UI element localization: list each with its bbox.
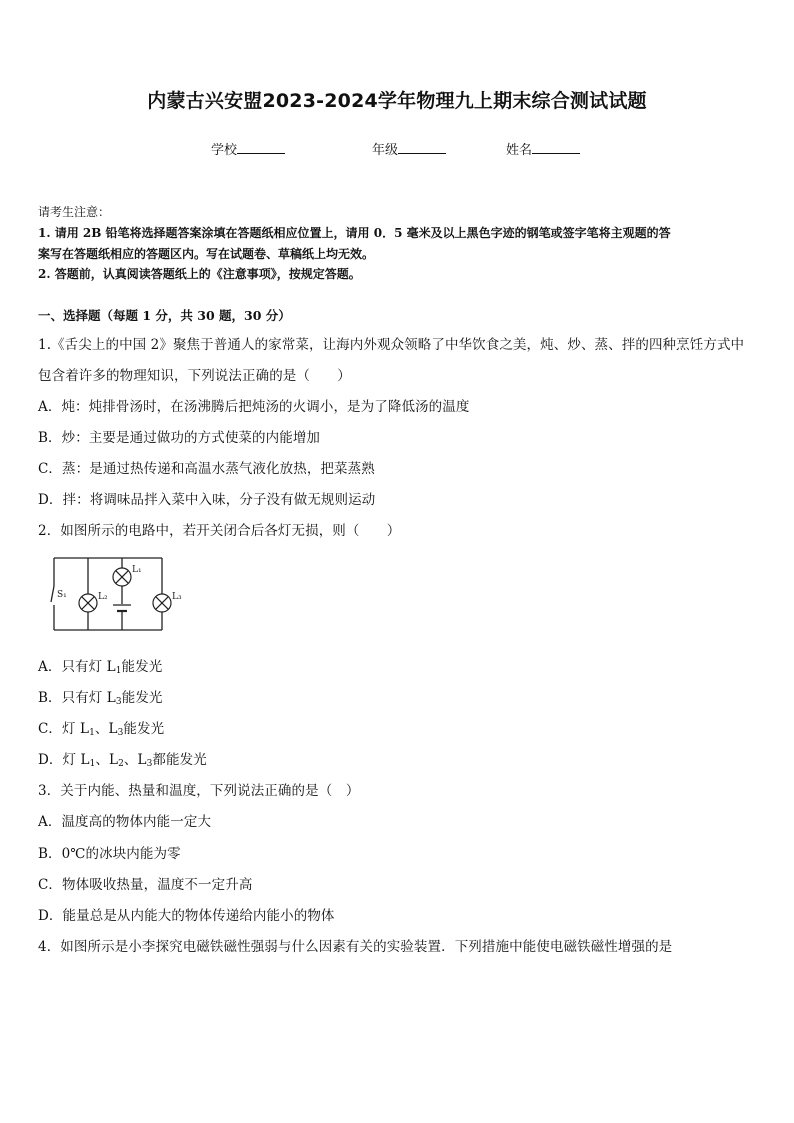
q1-option-a: A．炖：炖排骨汤时，在汤沸腾后把炖汤的火调小，是为了降低汤的温度 (38, 399, 470, 415)
q2-option-b: B．只有灯 $L_3$能发光 (38, 690, 163, 707)
school-label: 学校 (211, 143, 238, 158)
notice-item-1-line-2: 案写在答题纸相应的答题区内。写在试题卷、草稿纸上均无效。 (38, 247, 375, 261)
name-label: 姓名 (506, 143, 533, 158)
label-l2: L₂ (98, 592, 108, 602)
name-blank (532, 140, 580, 154)
q1-stem-line-1: 1.《舌尖上的中国 2》聚焦于普通人的家常菜，让海内外观众领略了中华饮食之美，炖、炒、蒸、拌的四种烹饪方式中 (38, 337, 745, 353)
q3-stem: 3．关于内能、热量和温度，下列说法正确的是（ ） (38, 783, 360, 799)
page-title: 内蒙古兴安盟2023-2024学年物理九上期末综合测试试题 (147, 90, 647, 112)
q2-option-a: A．只有灯 $L_1$能发光 (38, 659, 163, 676)
lamp-l1 (113, 568, 131, 586)
grade-blank (398, 140, 446, 154)
section-heading: 一、选择题（每题 1 分，共 30 题，30 分） (38, 308, 291, 323)
q2-option-c: C．灯 $L_1$、$L_3$能发光 (38, 721, 165, 738)
q3-option-a: A．温度高的物体内能一定大 (38, 814, 212, 830)
q1-option-d: D．拌：将调味品拌入菜中入味，分子没有做无规则运动 (38, 492, 376, 508)
q4-stem: 4．如图所示是小李探究电磁铁磁性强弱与什么因素有关的实验装置．下列措施中能使电磁铁磁性增强的是 (38, 939, 673, 955)
q2-option-d: D．灯 $L_1$、$L_2$、$L_3$都能发光 (38, 752, 207, 769)
q3-option-d: D．能量总是从内能大的物体传递给内能小的物体 (38, 908, 335, 924)
student-info-row (0, 139, 794, 161)
school-blank (237, 140, 285, 154)
circuit-diagram (44, 552, 194, 634)
grade-label: 年级 (372, 143, 399, 158)
lamp-l3 (153, 594, 171, 612)
label-l1: L₁ (132, 565, 142, 575)
q3-option-c: C．物体吸收热量，温度不一定升高 (38, 877, 253, 893)
q2-stem: 2．如图所示的电路中，若开关闭合后各灯无损，则（ ） (38, 523, 401, 539)
grade-field (372, 139, 446, 158)
notice-heading: 请考生注意： (38, 205, 111, 219)
q1-option-c: C．蒸：是通过热传递和高温水蒸气液化放热，把菜蒸熟 (38, 461, 375, 477)
notice-item-2: 2. 答题前，认真阅读答题纸上的《注意事项》，按规定答题。 (38, 267, 361, 281)
q3-option-b: B．0℃的冰块内能为零 (38, 846, 181, 862)
lamp-l2 (79, 594, 97, 612)
name-field (506, 139, 580, 158)
notice-item-1-line-1: 1. 请用 2B 铅笔将选择题答案涂填在答题纸相应位置上，请用 0．5 毫米及以上黑色字迹的钢笔或签字笔将主观题的答 (38, 226, 671, 240)
label-l3: L₃ (172, 592, 182, 602)
q1-stem-line-2: 包含着许多的物理知识，下列说法正确的是（ ） (38, 368, 351, 384)
school-field (211, 139, 285, 158)
q1-option-b: B．炒：主要是通过做功的方式使菜的内能增加 (38, 430, 321, 446)
label-s1: S₁ (57, 590, 67, 600)
